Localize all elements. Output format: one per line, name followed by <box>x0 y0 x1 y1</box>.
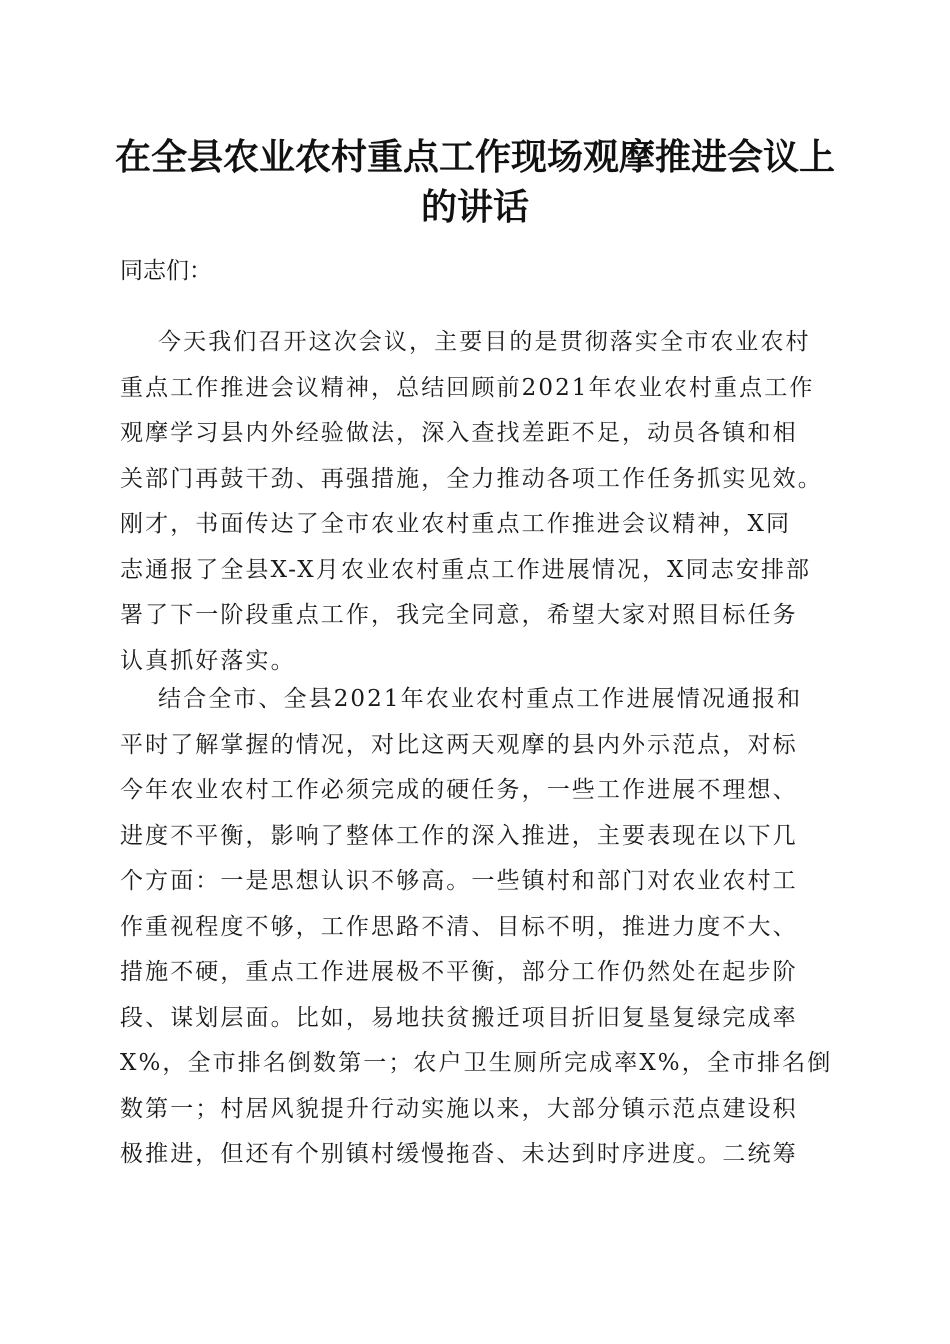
paragraph-line: 署了下一阶段重点工作，我完全同意，希望大家对照目标任务 <box>120 602 798 628</box>
paragraph-line: 今年农业农村工作必须完成的硬任务，一些工作进展不理想、 <box>120 777 798 803</box>
salutation: 同志们： <box>120 258 212 284</box>
paragraph-line: 志通报了全县X-X月农业农村重点工作进展情况，X同志安排部 <box>120 556 812 583</box>
paragraph-line: 进度不平衡，影响了整体工作的深入推进，主要表现在以下几 <box>120 822 798 849</box>
paragraph-line: 措施不硬，重点工作进展极不平衡，部分工作仍然处在起步阶 <box>120 959 798 985</box>
paragraph-line: 今天我们召开这次会议，主要目的是贯彻落实全市农业农村 <box>158 329 811 355</box>
paragraph-line: 数第一；村居风貌提升行动实施以来，大部分镇示范点建设积 <box>120 1095 798 1122</box>
title-line-2: 的讲话 <box>420 186 529 228</box>
paragraph-line: 关部门再鼓干劲、再强措施，全力推动各项工作任务抓实见效。 <box>120 465 823 492</box>
paragraph-2 <box>120 677 833 1178</box>
paragraph-1 <box>120 320 830 684</box>
paragraph-line: 平时了解掌握的情况，对比这两天观摩的县内外示范点，对标 <box>120 731 798 758</box>
paragraph-line: 刚才，书面传达了全市农业农村重点工作推进会议精神，X同 <box>120 511 792 537</box>
paragraph-line: 观摩学习县内外经验做法，深入查找差距不足，动员各镇和相 <box>120 420 798 446</box>
paragraph-line: X%，全市排名倒数第一；农户卫生厕所完成率X%，全市排名倒 <box>120 1050 833 1076</box>
paragraph-line: 段、谋划层面。比如，易地扶贫搬迁项目折旧复垦复绿完成率 <box>120 1004 798 1031</box>
paragraph-line: 个方面：一是思想认识不够高。一些镇村和部门对农业农村工 <box>120 868 798 894</box>
title-line-1: 在全县农业农村重点工作现场观摩推进会议上 <box>114 136 835 178</box>
paragraph-line: 重点工作推进会议精神，总结回顾前2021年农业农村重点工作 <box>120 374 815 401</box>
paragraph-line: 认真抓好落实。 <box>120 647 296 674</box>
paragraph-line: 结合全市、全县2021年农业农村重点工作进展情况通报和 <box>158 686 803 712</box>
page-title <box>100 132 850 232</box>
paragraph-line: 作重视程度不够，工作思路不清、目标不明，推进力度不大、 <box>120 913 798 940</box>
paragraph-line: 极推进，但还有个别镇村缓慢拖沓、未达到时序进度。二统筹 <box>120 1141 798 1167</box>
